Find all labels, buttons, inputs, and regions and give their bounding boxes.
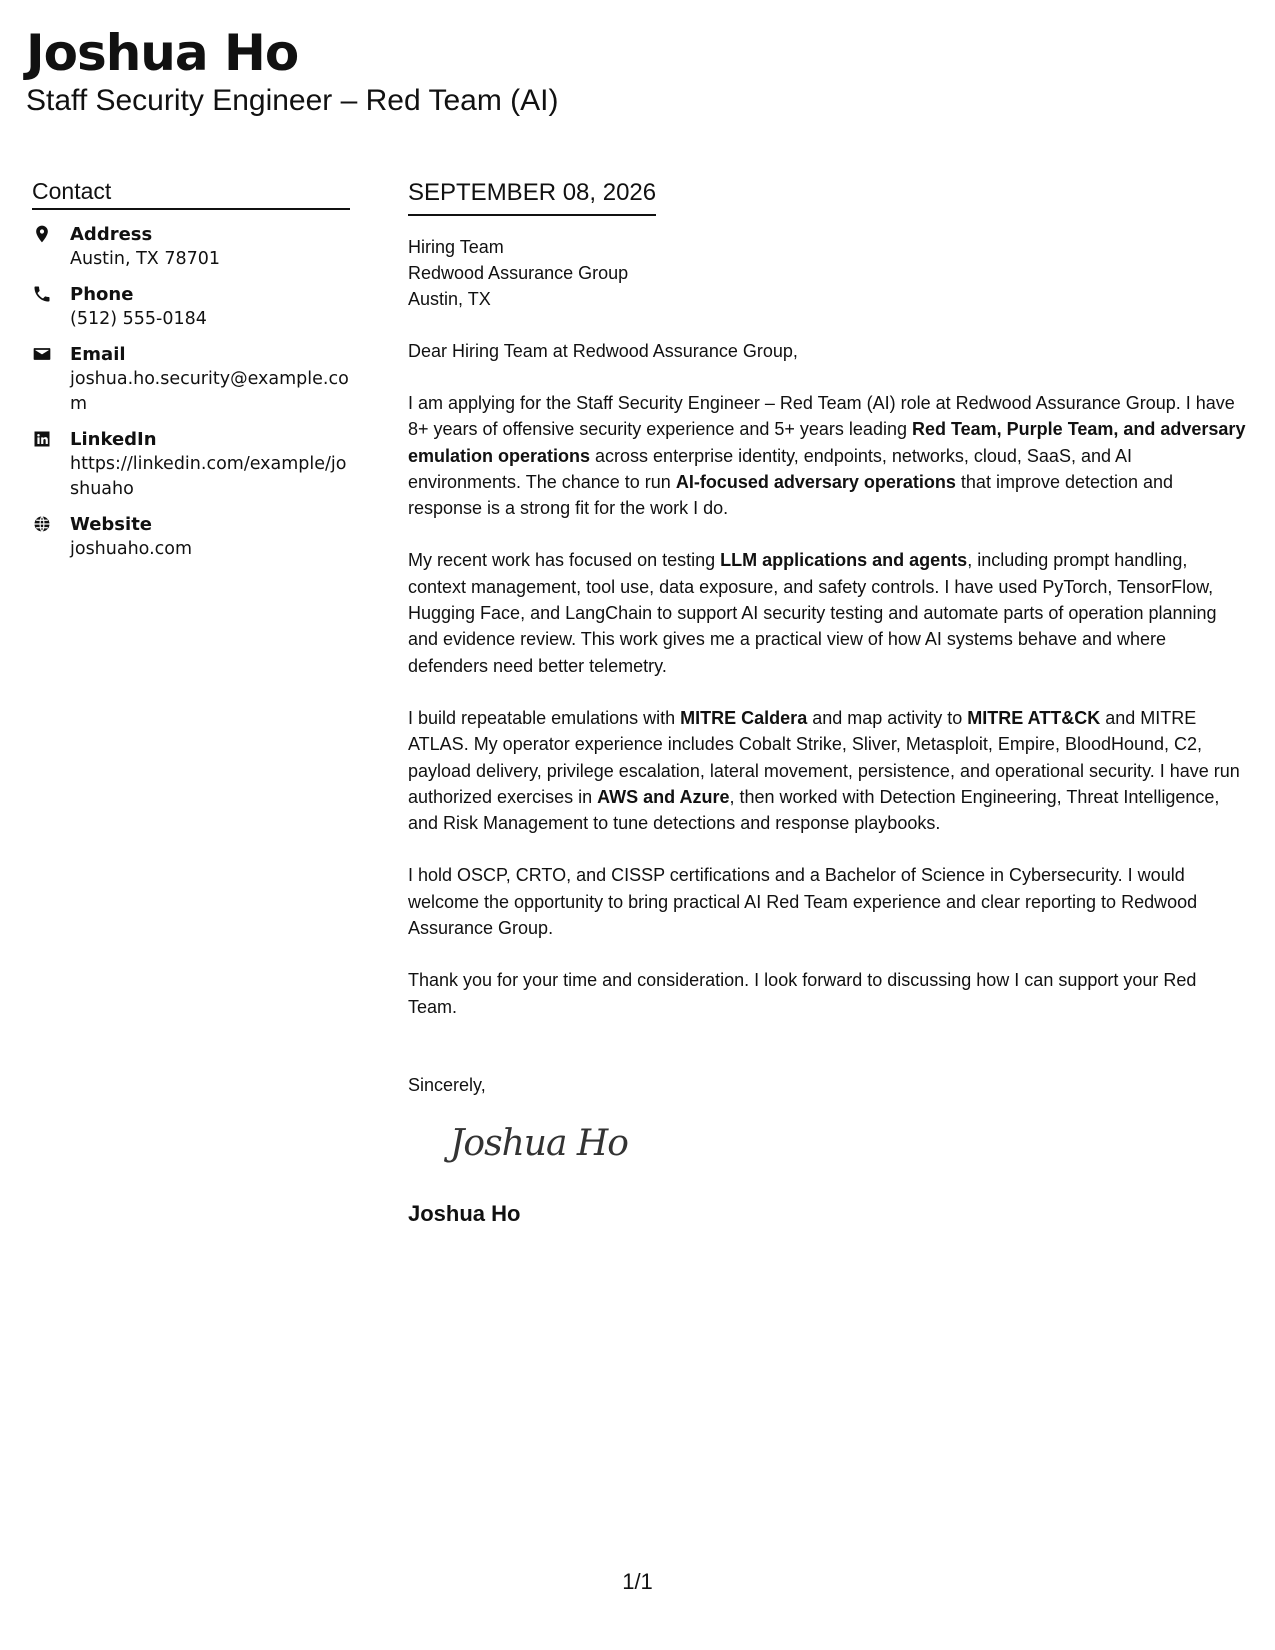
bold-text: MITRE ATT&CK — [967, 707, 1101, 728]
letter-header — [26, 22, 559, 118]
letter-paragraph — [408, 547, 1248, 678]
recipient-line: Redwood Assurance Group — [408, 263, 629, 283]
contact-item-linkedin — [32, 427, 350, 502]
text-run: and MITRE ATLAS. My operator experience includes Cobalt Strike, Sliver, Metasploit, Empire, BloodHound, C2, payload delivery, privilege escalation, lateral movement, persistence, and operational security. I have run authorized exercises in — [408, 707, 1240, 807]
letter-paragraphs — [408, 390, 1248, 1020]
text-run: that improve detection and response is a strong fit for the work I do. — [408, 471, 1174, 519]
text-run: I am applying for the Staff Security Engineer – Red Team (AI) role at Redwood Assurance Group. I have 8+ years of offensive security experience and 5+ years leading — [408, 393, 1235, 440]
bold-text: AWS and Azure — [597, 786, 730, 807]
text-run: , then worked with Detection Engineering, Threat Intelligence, and Risk Management to tune detections and response playbooks. — [408, 786, 1220, 834]
globe-icon — [32, 512, 70, 534]
letter-paragraph — [408, 967, 1248, 1020]
text-run: I hold OSCP, CRTO, and CISSP certifications and a Bachelor of Science in Cybersecurity. I would welcome the opportunity to bring practical AI Red Team experience and clear reporting to Redwood Assurance Group. — [408, 865, 1198, 939]
email-icon — [32, 342, 70, 364]
website-link[interactable]: joshuaho.com — [70, 539, 193, 559]
letter-date: SEPTEMBER 08, 2026 — [408, 176, 656, 216]
text-run: across enterprise identity, endpoints, networks, cloud, SaaS, and AI environments. The chance to run — [408, 445, 1132, 492]
contact-label: Website — [70, 514, 153, 535]
contact-label: Phone — [70, 284, 134, 305]
page-number: 1/1 — [622, 1569, 653, 1594]
email-link[interactable]: joshua.ho.security@example.com — [70, 369, 349, 414]
contact-item-email — [32, 342, 350, 417]
letter-paragraph — [408, 862, 1248, 941]
text-run: I build repeatable emulations with — [408, 707, 681, 728]
contact-heading: Contact — [32, 176, 350, 210]
contact-value: Austin, TX 78701 — [70, 249, 221, 269]
linkedin-icon — [32, 427, 70, 449]
linkedin-link[interactable]: https://linkedin.com/example/joshuaho — [70, 454, 347, 499]
signed-name: Joshua Ho — [408, 1200, 521, 1226]
letter-body — [408, 176, 1248, 1228]
text-run: and map activity to — [807, 707, 968, 728]
recipient-line: Austin, TX — [408, 289, 491, 309]
bold-text: Red Team, Purple Team, and adversary emulation operations — [408, 419, 1246, 466]
recipient-line: Hiring Team — [408, 237, 504, 257]
contact-item-phone — [32, 282, 350, 332]
contact-item-address — [32, 222, 350, 272]
signature-area — [408, 1120, 1248, 1184]
letter-paragraph — [408, 390, 1248, 521]
bold-text: MITRE Caldera — [680, 707, 808, 728]
text-run: , including prompt handling, context management, tool use, data exposure, and safety controls. I have used PyTorch, TensorFlow, Hugging Face, and LangChain to support AI security testing and automate parts of operation planning and evidence review. This work gives me a practical view of how AI systems behave and where defenders need better telemetry. — [408, 550, 1217, 676]
handwritten-signature: Joshua Ho — [450, 1122, 628, 1164]
salutation: Dear Hiring Team at Redwood Assurance Group, — [408, 341, 798, 361]
applicant-title: Staff Security Engineer – Red Team (AI) — [26, 84, 559, 117]
text-run: Thank you for your time and consideration. I look forward to discussing how I can support your Red Team. — [408, 970, 1197, 1017]
text-run: My recent work has focused on testing — [408, 550, 721, 571]
contact-sidebar — [32, 176, 350, 572]
contact-label: Address — [70, 224, 153, 245]
bold-text: AI-focused adversary operations — [675, 471, 956, 492]
recipient-block — [408, 234, 1248, 312]
contact-label: Email — [70, 344, 126, 365]
contact-item-website — [32, 512, 350, 562]
contact-label: LinkedIn — [70, 429, 157, 450]
applicant-name: Joshua Ho — [26, 24, 299, 82]
map-pin-icon — [32, 222, 70, 244]
bold-text: LLM applications and agents — [720, 550, 968, 571]
phone-icon — [32, 282, 70, 304]
letter-paragraph — [408, 705, 1248, 836]
closing: Sincerely, — [408, 1074, 486, 1095]
contact-value: (512) 555-0184 — [70, 309, 207, 329]
